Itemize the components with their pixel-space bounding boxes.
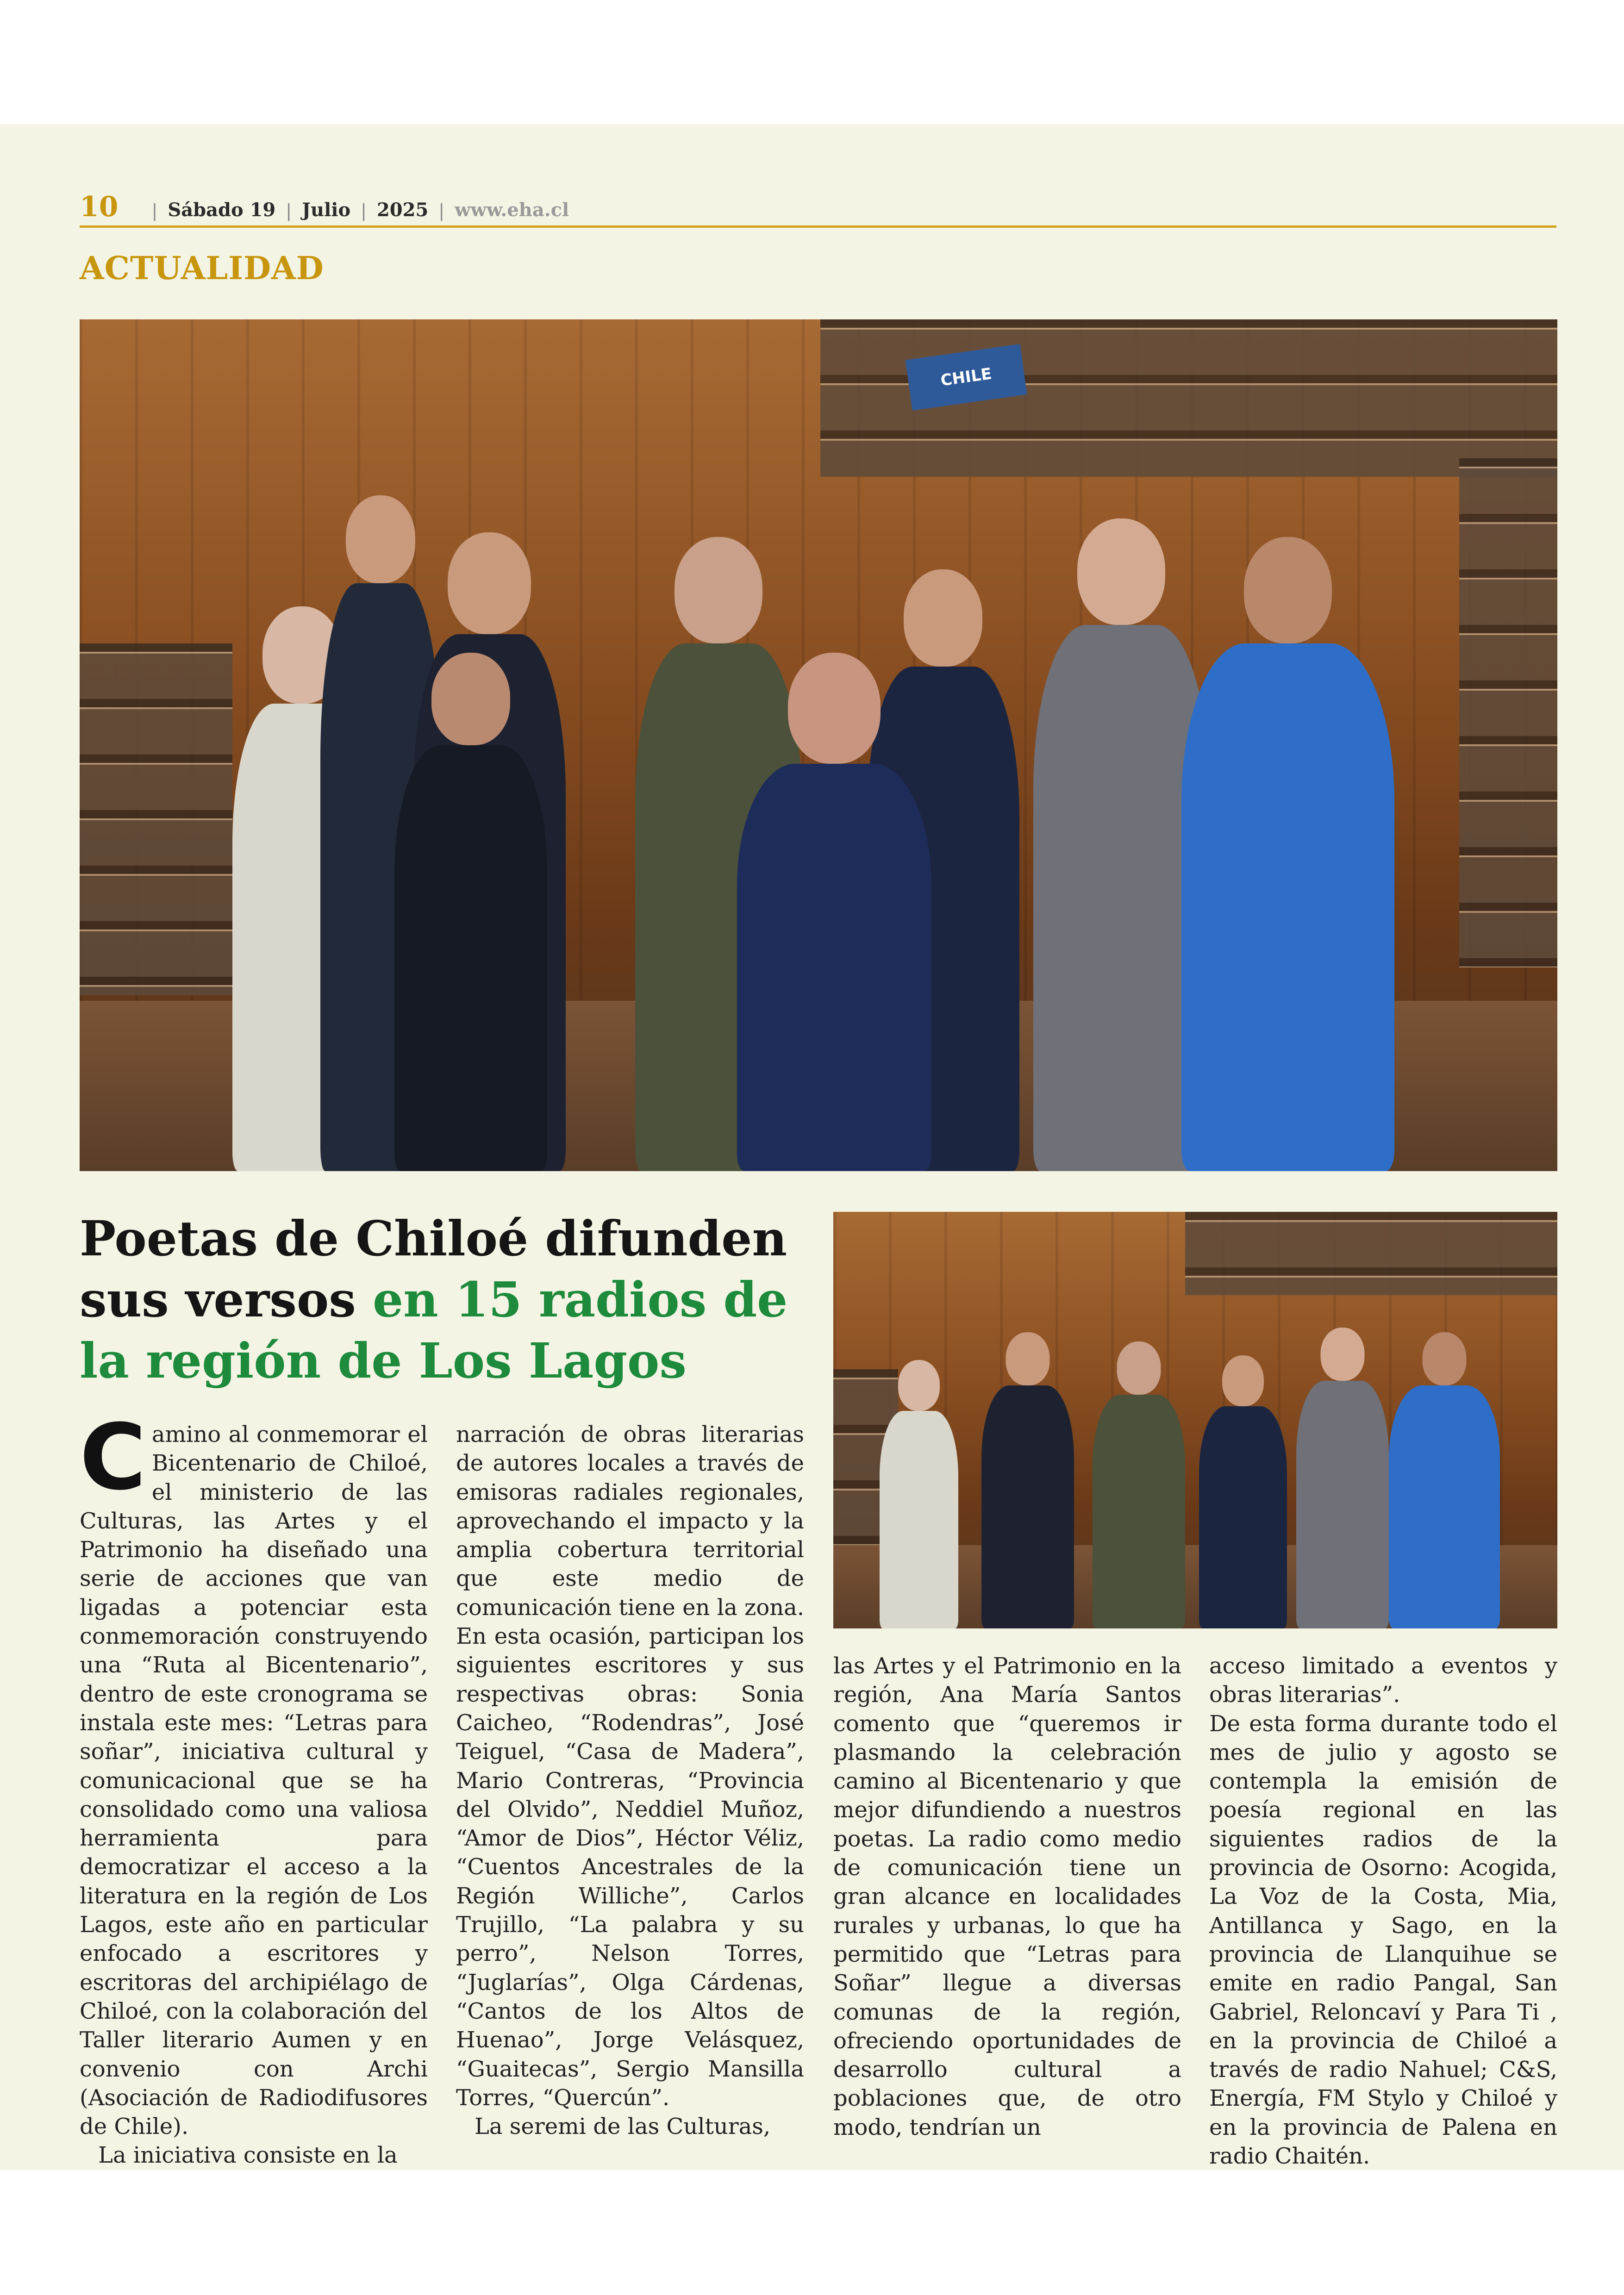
title-black: Poetas de Chiloé difunden sus versos — [80, 1210, 787, 1328]
drop-cap: C — [80, 1405, 146, 1510]
article-column-4 — [1209, 1652, 1557, 2170]
bookshelf — [1185, 1212, 1557, 1295]
person — [1199, 1355, 1287, 1628]
folio-header: 10 | Sábado 19 | Julio | 2025 | www.eha.cl — [80, 194, 1556, 228]
article-column-3 — [833, 1652, 1181, 2142]
person — [1389, 1332, 1500, 1628]
paragraph: acceso limitado a eventos y obras literarias”. — [1209, 1653, 1557, 1708]
issue-day: Sábado 19 — [168, 199, 276, 221]
chile-sign: CHILE — [906, 344, 1027, 411]
issue-year: 2025 — [376, 199, 429, 221]
person — [981, 1332, 1074, 1628]
paragraph: las Artes y el Patrimonio en la región, Ana María Santos comento que “queremos ir plasmando la celebración camino al Bicentenario y que mejor difundiendo a nuestros poetas. La radio como medio de comunicación tiene un gran alcance en localidades rurales y urbanas, lo que ha permitido que “Letras para Soñar” llegue a diversas comunas de la región, ofreciendo oportunidades de desarrollo cultural a poblaciones que, de otro modo, tendrían un — [833, 1653, 1181, 2140]
title-green: en 15 radios de la región de Los Lagos — [80, 1271, 788, 1389]
person — [1296, 1328, 1389, 1628]
paragraph: Camino al conmemorar el Bicentenario de Chiloé, el ministerio de las Culturas, las Artes y el Patrimonio ha diseñado una serie de acciones que van ligadas a potenciar esta conmemoración construyendo una “Ruta al Bicentenario”, dentro de este cronograma se instala este mes: “Letras para soñar”, iniciativa cultural y comunicacional que se ha consolidado como una valiosa herramienta para democratizar el acceso a la literatura en la región de Los Lagos, este año en particular enfocado a escritores y escritoras del archipiélago de Chiloé, con la colaboración del Taller literario Aumen y en convenio con Archi (Asociación de Radiodifusores de Chile). — [80, 1405, 428, 2140]
main-photo — [80, 319, 1557, 1171]
article-column-1 — [80, 1405, 428, 2170]
article-title — [80, 1208, 802, 1391]
section-label: ACTUALIDAD — [80, 250, 324, 287]
issue-month: Julio — [302, 199, 351, 221]
article-column-2 — [456, 1420, 804, 2141]
paragraph: La seremi de las Culturas, — [475, 2114, 771, 2140]
paragraph: La iniciativa consiste en la — [98, 2142, 398, 2169]
person — [1181, 537, 1394, 1171]
bookshelf — [1459, 458, 1557, 967]
secondary-photo — [833, 1212, 1557, 1628]
page-number: 10 — [80, 191, 119, 223]
person — [394, 653, 547, 1171]
paragraph: narración de obras literarias de autores locales a través de emisoras radiales regionales, aprovechando el impacto y la amplia cobertura territorial que este medio de comunicación tiene en la zona. En esta ocasión, participan los siguientes escritores y sus respectivas obras: Sonia Caicheo, “Rodendras”, José Teiguel, “Casa de Madera”, Mario Contreras, “Provincia del Olvido”, Neddiel Muñoz, “Amor de Dios”, Héctor Véliz, “Cuentos Ancestrales de la Región Williche”, Carlos Trujillo, “La palabra y su perro”, Nelson Torres, “Juglarías”, Olga Cárdenas, “Cantos de los Altos de Huenao”, Jorge Velásquez, “Guaitecas”, Sergio Mansilla Torres, “Quercún”. — [456, 1422, 804, 2111]
person — [1093, 1341, 1185, 1628]
paragraph: De esta forma durante todo el mes de julio y agosto se contempla la emisión de poesía regional en las siguientes radios de la provincia de Osorno: Acogida, La Voz de la Costa, Mia, Antillanca y Sago, en la provincia de Llanquihue se emite en radio Pangal, San Gabriel, Reloncaví y Para Ti , en la provincia de Chiloé a través de radio Nahuel; C&S, Energía, FM Stylo y Chiloé y en la provincia de Palena en radio Chaitén. — [1209, 1710, 1557, 2170]
bookshelf — [80, 643, 232, 995]
website-link[interactable]: www.eha.cl — [455, 199, 569, 221]
person — [737, 653, 931, 1171]
person — [880, 1360, 958, 1628]
